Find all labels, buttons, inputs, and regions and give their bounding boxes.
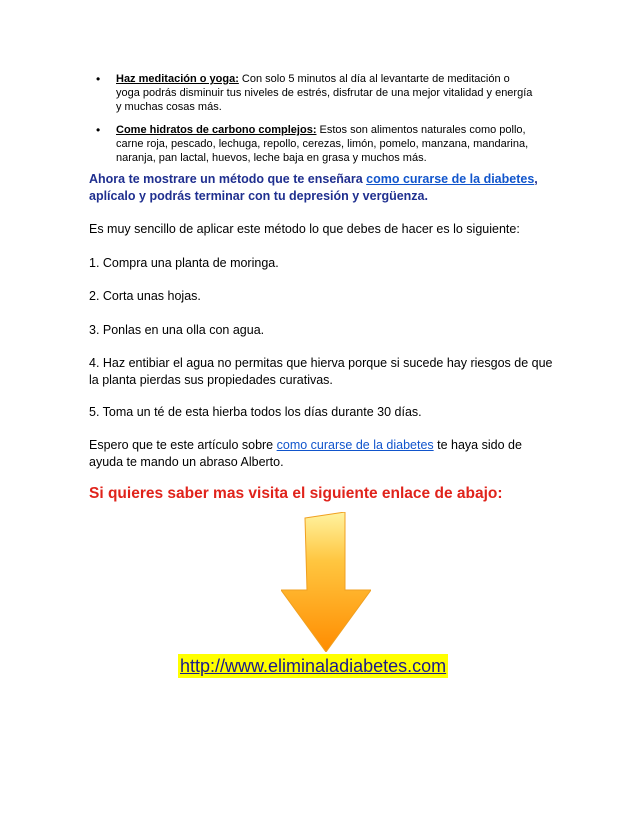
tip-lead: Haz meditación o yoga:	[116, 73, 239, 85]
bullet-dot-icon: •	[96, 72, 101, 86]
closing-text: Espero que te este artículo sobre	[89, 438, 277, 452]
call-to-action: Si quieres saber mas visita el siguiente enlace de abajo:	[89, 485, 503, 502]
bullet-dot-icon: •	[96, 123, 101, 137]
step-4: 4. Haz entibiar el agua no permitas que hierva porque si sucede hay riesgos de que la planta pierdas sus propiedades curativas.	[89, 356, 553, 387]
closing-paragraph	[89, 437, 559, 471]
tip-text: Estos son alimentos naturales como pollo, carne roja, pescado, lechuga, repollo, cerezas, limón, pomelo, manzana, mandarina, naranja, pan lactal, huevos, leche baja en grasa y muchos más.	[116, 124, 529, 164]
list-item	[96, 123, 536, 165]
step-2: 2. Corta unas hojas.	[89, 289, 201, 303]
closing-text-end: te haya sido de ayuda te mando un abraso Alberto.	[89, 438, 522, 469]
cure-diabetes-link-2[interactable]: como curarse de la diabetes	[276, 438, 434, 452]
intro-text-end: , aplícalo y podrás terminar con tu depresión y vergüenza.	[89, 172, 538, 203]
cure-diabetes-link[interactable]: como curarse de la diabetes	[366, 172, 535, 186]
step-1: 1. Compra una planta de moringa.	[89, 256, 279, 270]
down-arrow-icon	[281, 512, 371, 652]
step-3: 3. Ponlas en una olla con agua.	[89, 323, 265, 337]
step-5: 5. Toma un té de esta hierba todos los días durante 30 días.	[89, 405, 422, 419]
intro-paragraph	[89, 171, 559, 205]
list-item	[96, 72, 536, 114]
intro-text: Ahora te mostrare un método que te enseñara	[89, 172, 367, 186]
method-intro: Es muy sencillo de aplicar este método lo que debes de hacer es lo siguiente:	[89, 222, 520, 236]
tip-text: Con solo 5 minutos al día al levantarte de meditación o yoga podrás disminuir tus niveles de estrés, disfrutar de una mejor vitalidad y energía y muchas cosas más.	[116, 73, 533, 113]
tips-list	[96, 72, 536, 174]
website-link[interactable]: http://www.eliminaladiabetes.com	[180, 656, 447, 676]
tip-lead: Come hidratos de carbono complejos:	[116, 124, 317, 136]
